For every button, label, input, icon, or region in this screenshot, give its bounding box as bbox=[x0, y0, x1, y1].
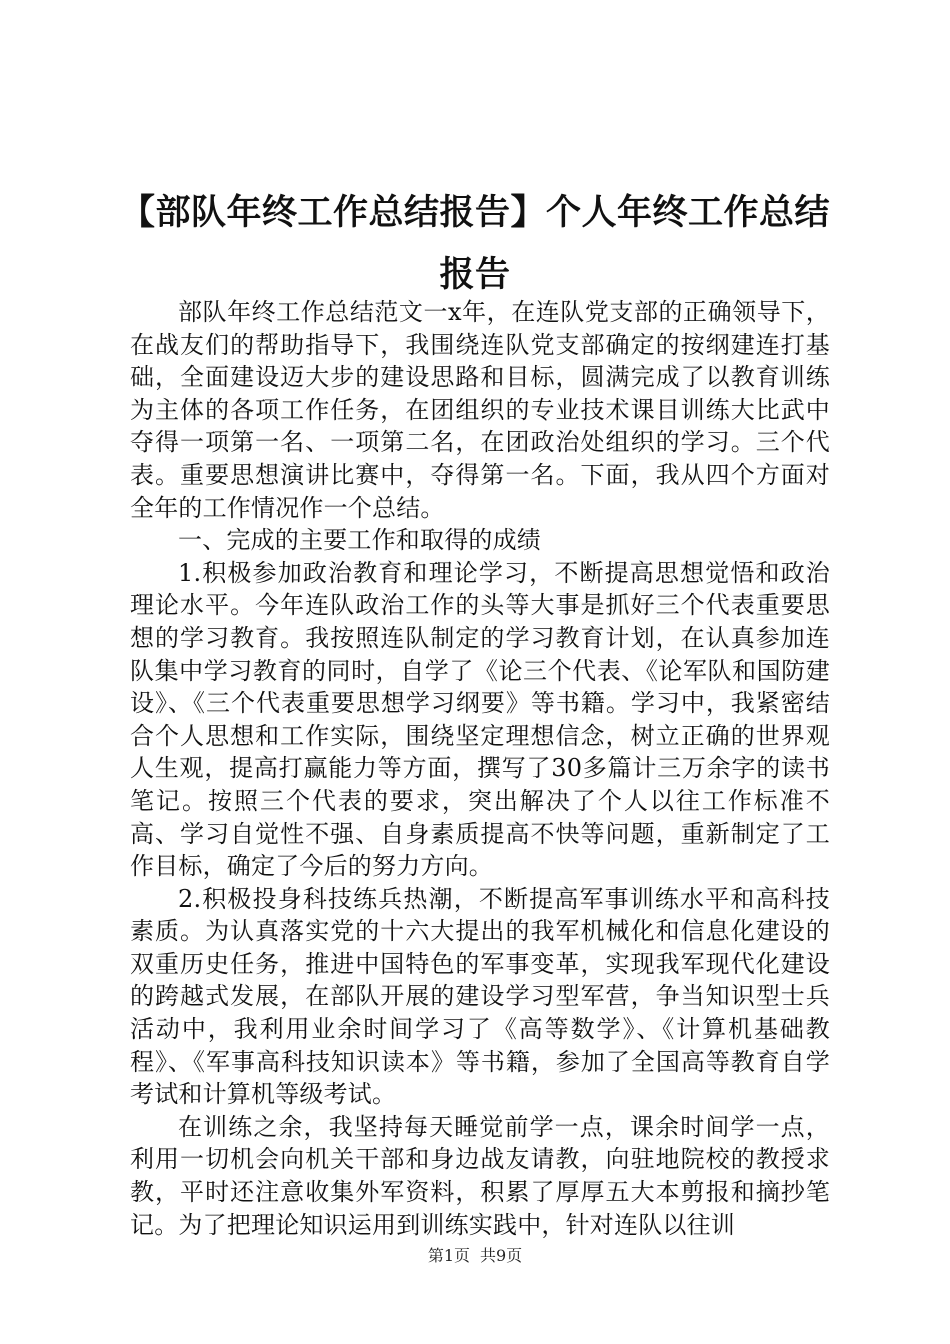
document-body bbox=[130, 296, 830, 1241]
paragraph-training: 在训练之余，我坚持每天睡觉前学一点，课余时间学一点，利用一切机会向机关干部和身边战友请教，向驻地院校的教授求教，平时还注意收集外军资料，积累了厚厚五大本剪报和摘抄笔记。为了把理论知识运用到训练实践中，针对连队以往训 bbox=[130, 1112, 830, 1239]
document-title: 【部队年终工作总结报告】个人年终工作总结报告 bbox=[119, 193, 830, 295]
section-heading: 一、完成的主要工作和取得的成绩 bbox=[178, 526, 541, 555]
paragraph-item-1: 1.积极参加政治教育和理论学习，不断提高思想觉悟和政治理论水平。今年连队政治工作的头等大事是抓好三个代表重要思想的学习教育。我按照连队制定的学习教育计划，在认真参加连队集中学习教育的同时，自学了《论三个代表、《论军队和国防建设》、《三个代表重要思想学习纲要》等书籍。学习中，我紧密结合个人思想和工作实际，围绕坚定理想信念，树立正确的世界观人生观，提高打赢能力等方面，撰写了30多篇计三万余字的读书笔记。按照三个代表的要求，突出解决了个人以往工作标准不高、学习自觉性不强、自身素质提高不快等问题，重新制定了工作目标，确定了今后的努力方向。 bbox=[130, 558, 830, 881]
paragraph-intro: 部队年终工作总结范文一x年，在连队党支部的正确领导下，在战友们的帮助指导下，我围绕连队党支部确定的按纲建连打基础，全面建设迈大步的建设思路和目标，圆满完成了以教育训练为主体的各项工作任务，在团组织的专业技术课目训练大比武中夺得一项第一名、一项第二名，在团政治处组织的学习。三个代表。重要思想演讲比赛中，夺得第一名。下面，我从四个方面对全年的工作情况作一个总结。 bbox=[130, 298, 830, 522]
page-footer bbox=[0, 1243, 950, 1266]
page-number: 第1页 bbox=[427, 1246, 470, 1265]
paragraph-item-2: 2.积极投身科技练兵热潮，不断提高军事训练水平和高科技素质。为认真落实党的十六大提出的我军机械化和信息化建设的双重历史任务，推进中国特色的军事变革，实现我军现代化建设的跨越式发展，在部队开展的建设学习型军营，争当知识型士兵活动中，我利用业余时间学习了《高等数学》、《计算机基础教程》、《军事高科技知识读本》等书籍，参加了全国高等教育自学考试和计算机等级考试。 bbox=[130, 884, 830, 1109]
page-count: 共9页 bbox=[480, 1246, 523, 1265]
